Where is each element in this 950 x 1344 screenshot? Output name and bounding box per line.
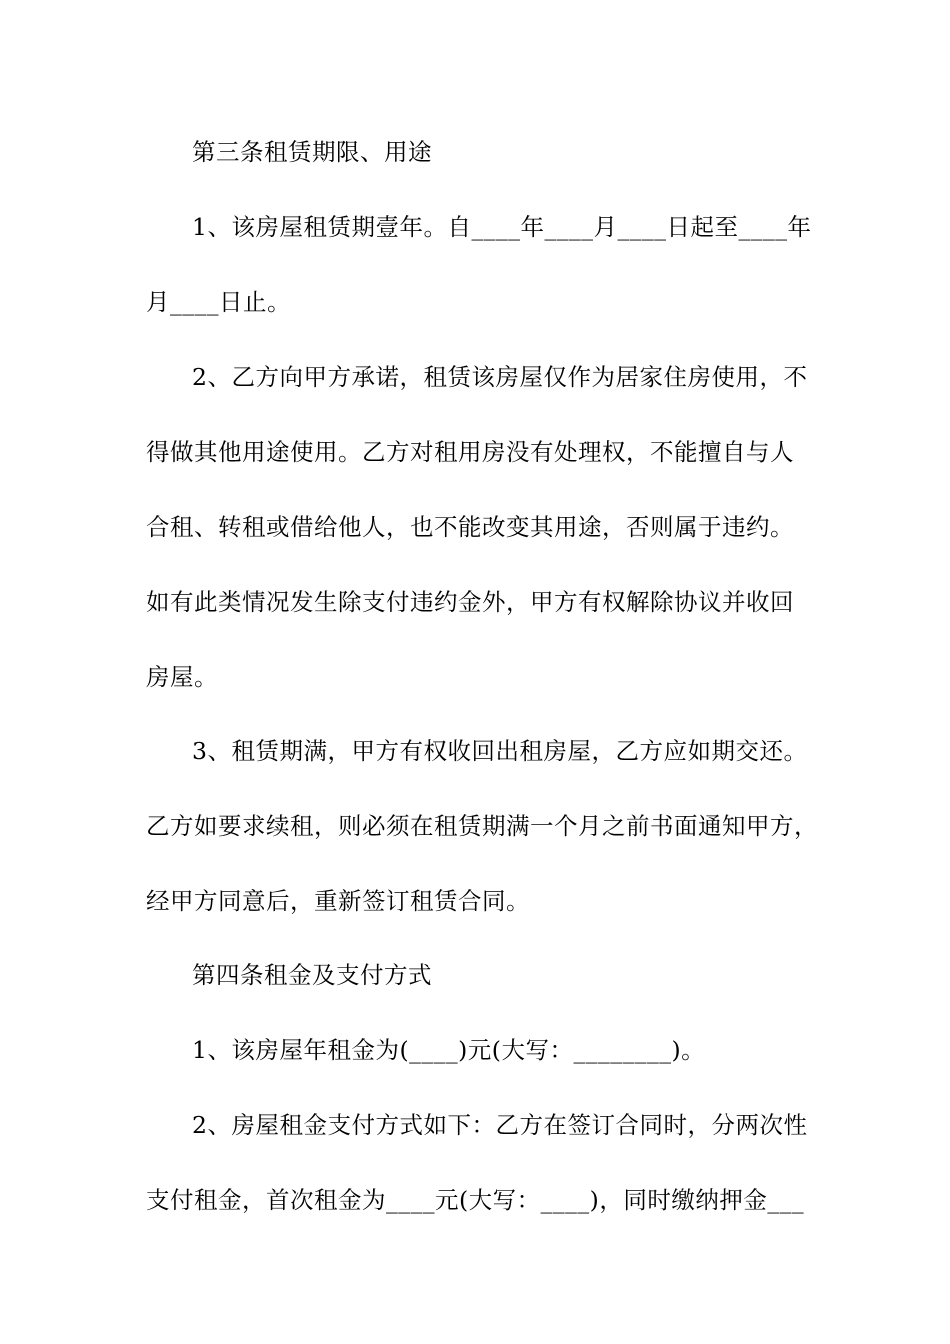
paragraph-line: 1、该房屋租赁期壹年。自____年____月____日起至____年	[192, 213, 812, 241]
paragraph-line: 乙方如要求续租，则必须在租赁期满一个月之前书面通知甲方，	[146, 812, 818, 840]
paragraph-line: 经甲方同意后，重新签订租赁合同。	[146, 887, 530, 915]
paragraph-line: 得做其他用途使用。乙方对租用房没有处理权，不能擅自与人	[146, 438, 794, 466]
paragraph-line: 支付租金，首次租金为____元(大写：____)，同时缴纳押金___	[146, 1186, 805, 1214]
paragraph-line: 合租、转租或借给他人，也不能改变其用途，否则属于违约。	[146, 513, 794, 541]
section-heading-rent-payment: 第四条租金及支付方式	[192, 961, 432, 989]
paragraph-line: 房屋。	[146, 663, 218, 691]
paragraph-line: 3、租赁期满，甲方有权收回出租房屋，乙方应如期交还。	[192, 737, 808, 765]
paragraph-line: 如有此类情况发生除支付违约金外，甲方有权解除协议并收回	[146, 588, 794, 616]
paragraph-line: 1、该房屋年租金为(____)元(大写：________)。	[192, 1036, 706, 1064]
paragraph-line: 2、乙方向甲方承诺，租赁该房屋仅作为居家住房使用，不	[192, 363, 808, 391]
paragraph-line: 2、房屋租金支付方式如下：乙方在签订合同时，分两次性	[192, 1111, 808, 1139]
section-heading-term-use: 第三条租赁期限、用途	[192, 138, 432, 166]
paragraph-line: 月____日止。	[146, 288, 291, 316]
